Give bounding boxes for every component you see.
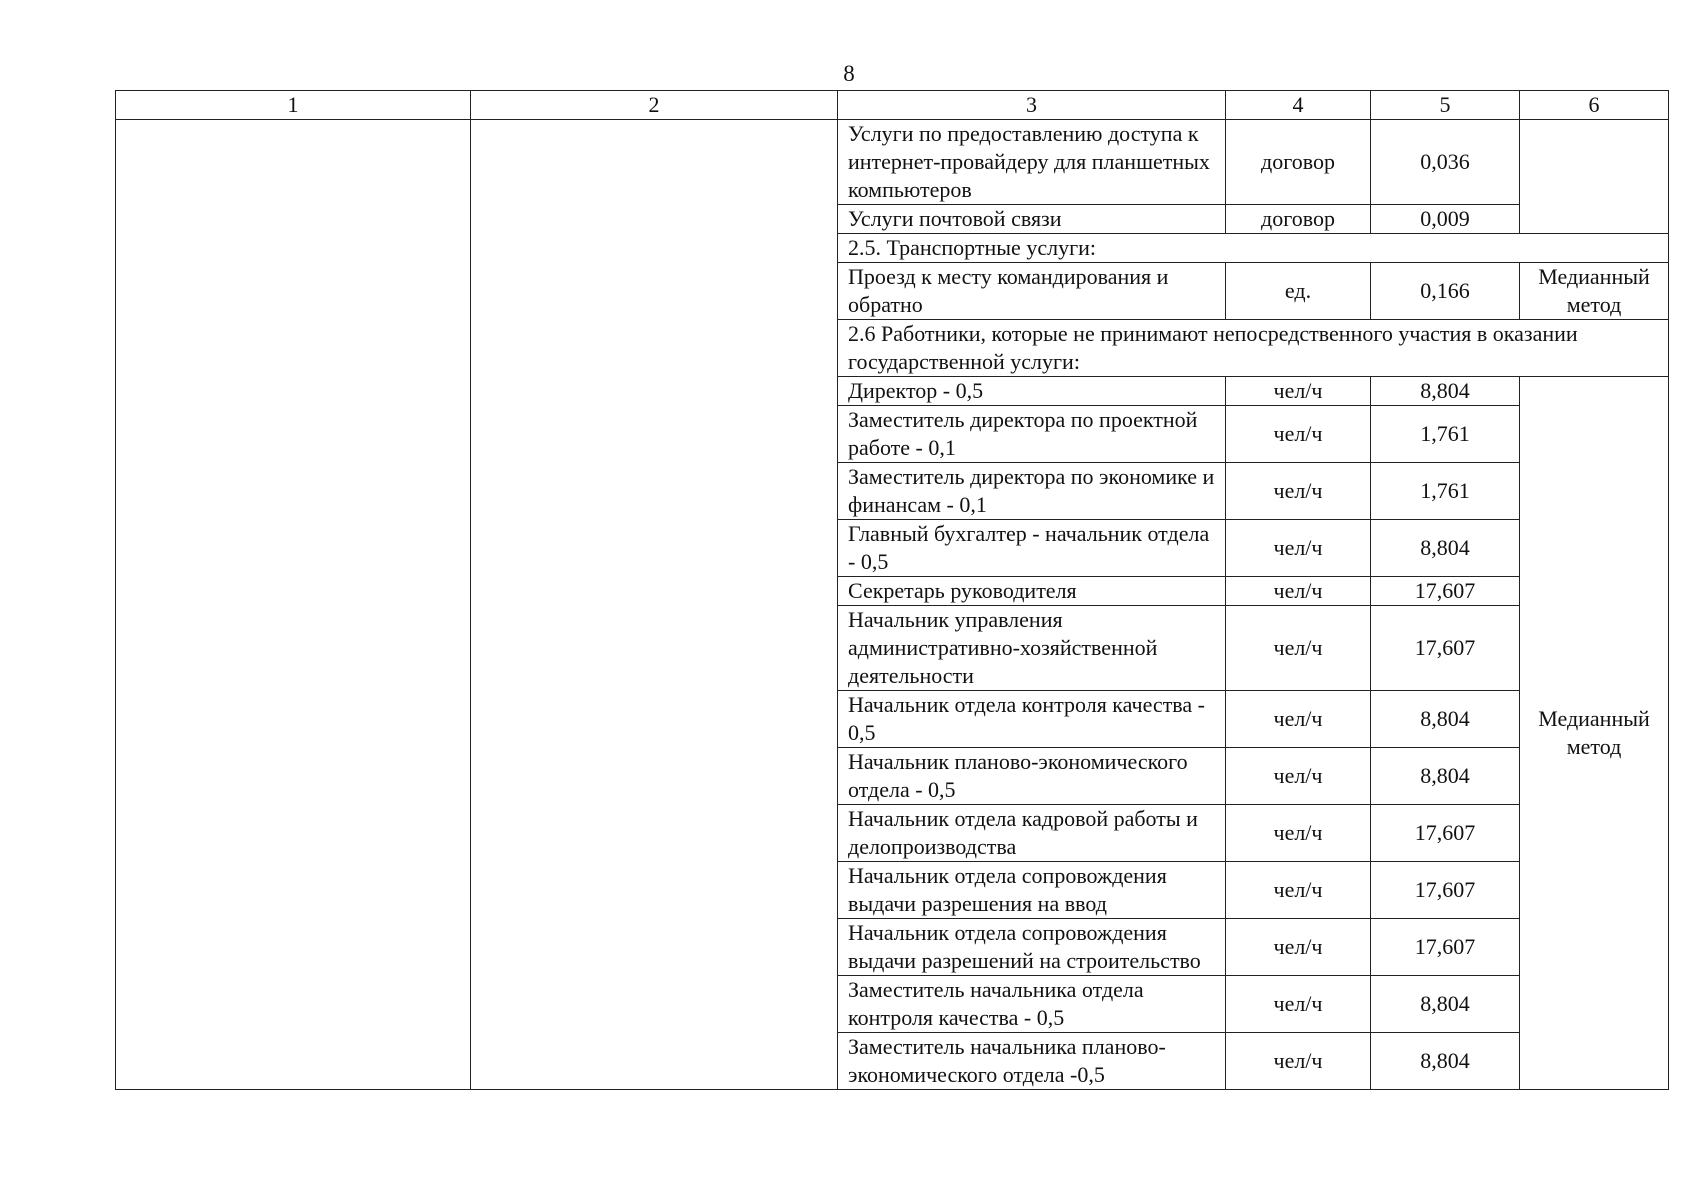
staff-unit: чел/ч — [1226, 463, 1371, 520]
header-col-4: 4 — [1226, 91, 1371, 120]
staff-name: Секретарь руководителя — [838, 577, 1226, 606]
staff-name: Директор - 0,5 — [838, 377, 1226, 406]
col-2-blank — [471, 120, 838, 1090]
staff-unit: чел/ч — [1226, 406, 1371, 463]
row-value: 0,009 — [1371, 205, 1520, 234]
staff-value: 8,804 — [1371, 1033, 1520, 1090]
staff-unit: чел/ч — [1226, 919, 1371, 976]
section-heading-2-6: 2.6 Работники, которые не принимают непосредственного участия в оказании государственной услуги: — [838, 320, 1669, 377]
staff-unit: чел/ч — [1226, 862, 1371, 919]
row-unit: ед. — [1226, 263, 1371, 320]
staff-name: Начальник отдела сопровождения выдачи разрешений на строительство — [838, 919, 1226, 976]
staff-value: 17,607 — [1371, 805, 1520, 862]
staff-name: Начальник планово-экономического отдела - 0,5 — [838, 748, 1226, 805]
staff-unit: чел/ч — [1226, 377, 1371, 406]
staff-unit: чел/ч — [1226, 606, 1371, 691]
header-col-5: 5 — [1371, 91, 1520, 120]
staff-value: 17,607 — [1371, 606, 1520, 691]
staff-name: Заместитель директора по проектной работе - 0,1 — [838, 406, 1226, 463]
staff-value: 8,804 — [1371, 520, 1520, 577]
section-heading-2-5: 2.5. Транспортные услуги: — [838, 234, 1669, 263]
row-name: Услуги по предоставлению доступа к интернет-провайдеру для планшетных компьютеров — [838, 120, 1226, 205]
header-col-3: 3 — [838, 91, 1226, 120]
header-col-1: 1 — [116, 91, 471, 120]
staff-method: Медианный метод — [1520, 377, 1669, 1090]
staff-name: Главный бухгалтер - начальник отдела - 0,5 — [838, 520, 1226, 577]
header-col-6: 6 — [1520, 91, 1669, 120]
staff-name: Начальник отдела кадровой работы и делопроизводства — [838, 805, 1226, 862]
header-row — [116, 91, 1669, 120]
row-method-empty — [1520, 120, 1669, 234]
norms-table — [115, 90, 1669, 1090]
row-unit: договор — [1226, 205, 1371, 234]
page-number: 8 — [843, 61, 855, 86]
row-unit: договор — [1226, 120, 1371, 205]
staff-value: 8,804 — [1371, 691, 1520, 748]
row-method: Медианный метод — [1520, 263, 1669, 320]
staff-value: 17,607 — [1371, 919, 1520, 976]
staff-unit: чел/ч — [1226, 976, 1371, 1033]
staff-name: Начальник отдела контроля качества - 0,5 — [838, 691, 1226, 748]
table-row — [116, 120, 1669, 205]
staff-unit: чел/ч — [1226, 520, 1371, 577]
staff-value: 8,804 — [1371, 976, 1520, 1033]
staff-value: 8,804 — [1371, 377, 1520, 406]
staff-name: Заместитель директора по экономике и финансам - 0,1 — [838, 463, 1226, 520]
staff-unit: чел/ч — [1226, 748, 1371, 805]
staff-value: 8,804 — [1371, 748, 1520, 805]
staff-name: Начальник управления административно-хозяйственной деятельности — [838, 606, 1226, 691]
staff-value: 1,761 — [1371, 463, 1520, 520]
row-name: Проезд к месту командирования и обратно — [838, 263, 1226, 320]
staff-value: 17,607 — [1371, 577, 1520, 606]
staff-unit: чел/ч — [1226, 805, 1371, 862]
staff-name: Заместитель начальника отдела контроля качества - 0,5 — [838, 976, 1226, 1033]
staff-value: 17,607 — [1371, 862, 1520, 919]
row-value: 0,036 — [1371, 120, 1520, 205]
row-name: Услуги почтовой связи — [838, 205, 1226, 234]
header-col-2: 2 — [471, 91, 838, 120]
row-value: 0,166 — [1371, 263, 1520, 320]
staff-unit: чел/ч — [1226, 691, 1371, 748]
staff-value: 1,761 — [1371, 406, 1520, 463]
col-1-blank — [116, 120, 471, 1090]
staff-unit: чел/ч — [1226, 1033, 1371, 1090]
staff-name: Начальник отдела сопровождения выдачи разрешения на ввод — [838, 862, 1226, 919]
staff-unit: чел/ч — [1226, 577, 1371, 606]
staff-name: Заместитель начальника планово-экономического отдела -0,5 — [838, 1033, 1226, 1090]
